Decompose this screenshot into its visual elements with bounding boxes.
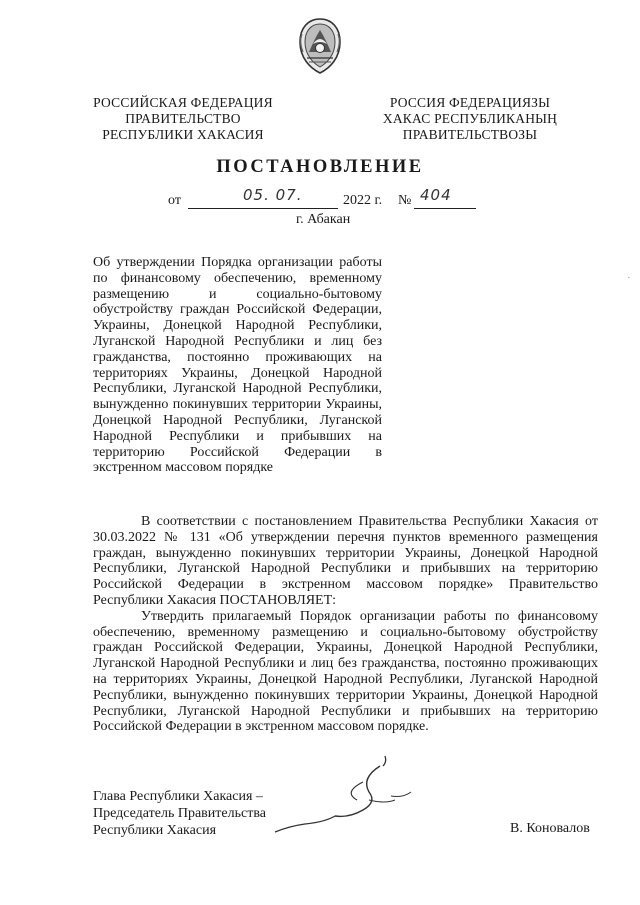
handwritten-number: 404	[420, 186, 452, 204]
city: г. Абакан	[296, 212, 351, 227]
document-body	[93, 514, 598, 735]
coat-of-arms-emblem	[295, 16, 345, 76]
signatory-title-line: Председатель Правительства	[93, 806, 266, 821]
number-sign: №	[398, 193, 412, 208]
date-prefix: от	[168, 193, 181, 208]
header-left-line: ПРАВИТЕЛЬСТВО	[125, 111, 241, 126]
header-left-block	[72, 95, 294, 143]
document-title: ПОСТАНОВЛЕНИЕ	[216, 157, 424, 177]
header-right-block	[350, 95, 590, 143]
handwritten-signature	[265, 752, 415, 837]
header-right-line: ХАКАС РЕСПУБЛИКАНЫҢ	[382, 111, 558, 126]
margin-mark: ·	[627, 272, 631, 284]
signatory-title-line: Республики Хакасия	[93, 823, 217, 838]
signatory-title-line: Глава Республики Хакасия –	[93, 789, 263, 804]
date-year: 2022 г.	[343, 193, 383, 208]
signatory-name: В. Коновалов	[510, 821, 590, 836]
header-right-line: РОССИЯ ФЕДЕРАЦИЯЗЫ	[389, 95, 551, 110]
document-subject: Об утверждении Порядка организации работы по финансовому обеспечению, временному размещению и социально-бытовому обустройству граждан Российской Федерации, Украины, Донецкой Народной Республики, Луганской Народной Республики и лиц без гражданства, постоянно проживающих на территориях Украины, Донецкой Народной Республики, Луганской Народной Республики, вынужденно покинувших территории Украины, Донецкой Народной Республики, Луганской Народной Республики и прибывших на территорию Российской Федерации в экстренном массовом порядке	[93, 255, 382, 476]
header-left-line: РОССИЙСКАЯ ФЕДЕРАЦИЯ	[93, 95, 273, 110]
header-left-line: РЕСПУБЛИКИ ХАКАСИЯ	[102, 127, 264, 142]
body-paragraph-resolution: Утвердить прилагаемый Порядок организации работы по финансовому обеспечению, временному размещению и социально-бытовому обустройству граждан Российской Федерации, Украины, Донецкой Народной Республики, Луганской Народной Республики и лиц без гражданства, постоянно проживающих на территориях Украины, Донецкой Народной Республики, Луганской Народной Республики, вынужденно покинувших территории Украины, Донецкой Народной Республики, Луганской Народной Республики и прибывших на территорию Российской Федерации в экстренном массовом порядке.	[93, 608, 598, 735]
body-paragraph-preamble: В соответствии с постановлением Правительства Республики Хакасия от 30.03.2022 № 131 «Об утверждении перечня пунктов временного размещения граждан, вынужденно покинувших территории Украины, Донецкой Народной Республики, Луганской Народной Республики и прибывших на территорию Российской Федерации в экстренном массовом порядке» Правительство Республики Хакасия ПОСТАНОВЛЯЕТ:	[93, 514, 598, 608]
header-right-line: ПРАВИТЕЛЬСТВОЗЫ	[402, 127, 538, 142]
signatory-title	[93, 788, 266, 839]
handwritten-date: 05. 07.	[243, 186, 303, 204]
